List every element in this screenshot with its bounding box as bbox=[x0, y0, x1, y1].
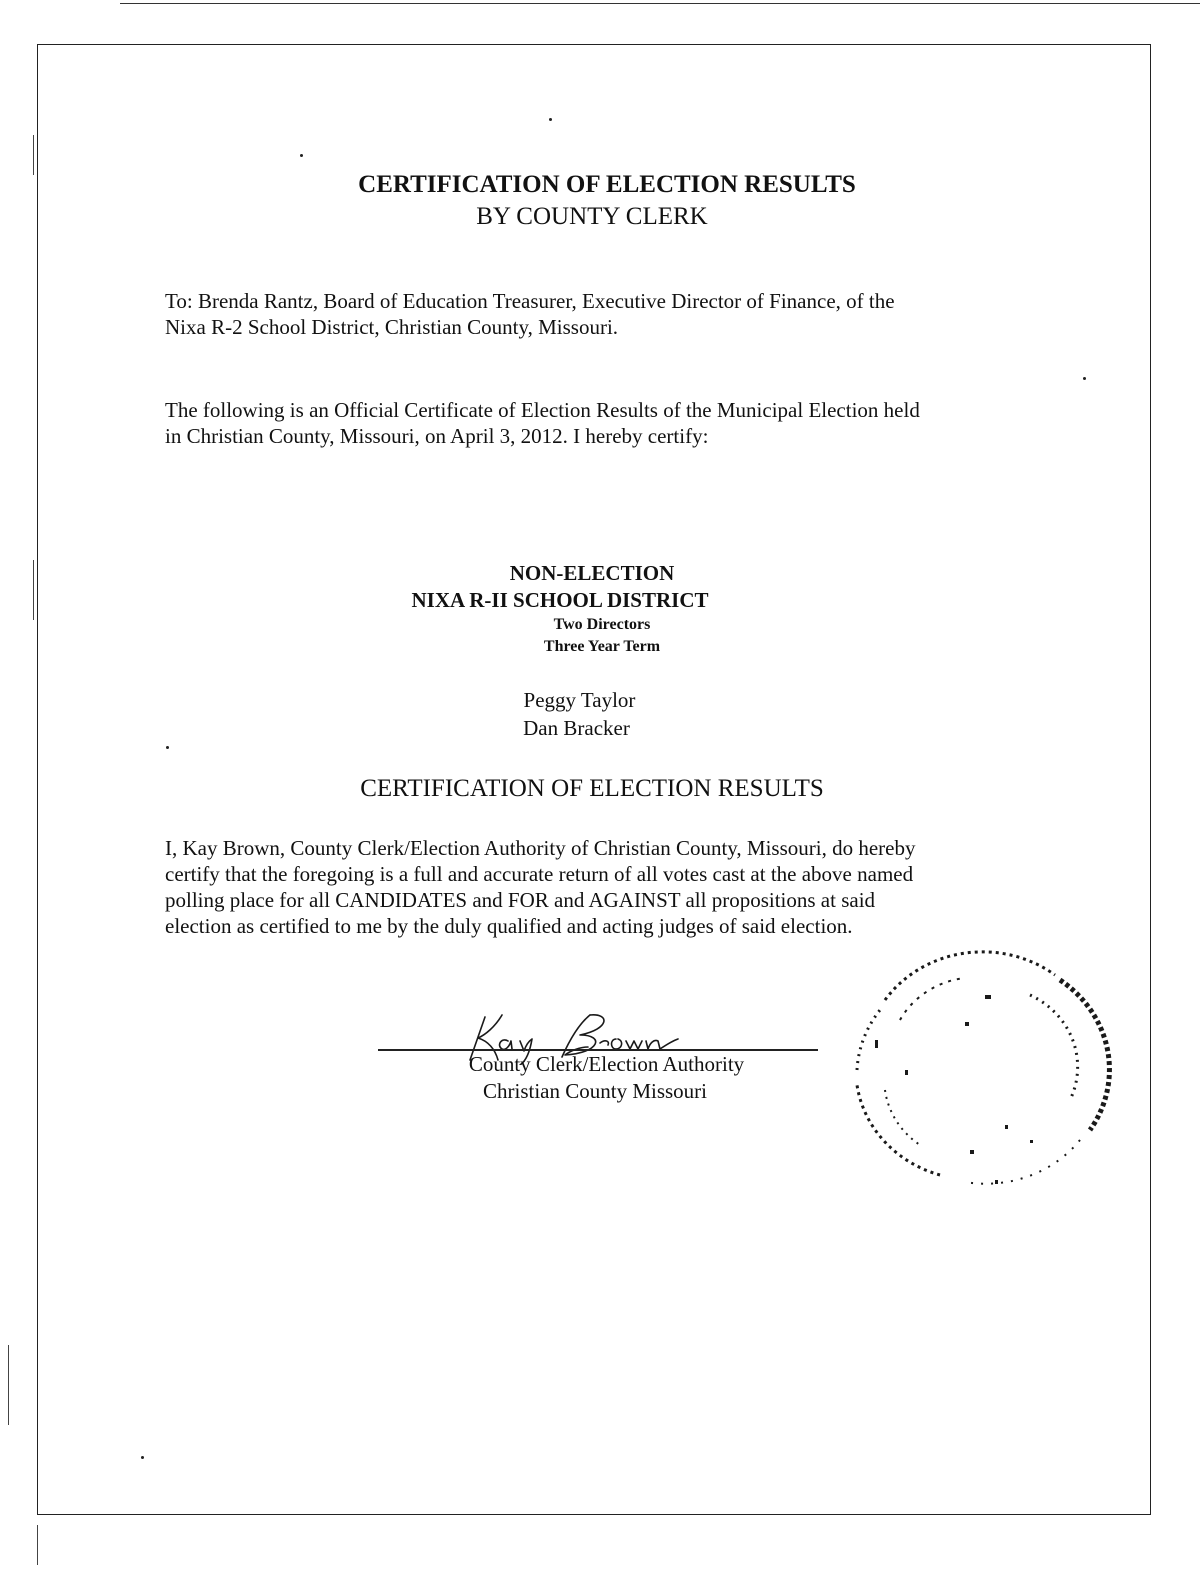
signature-title: County Clerk/Election Authority bbox=[468, 1052, 745, 1076]
candidate-name: Dan Bracker bbox=[523, 716, 630, 740]
scan-edge-mark bbox=[37, 1525, 38, 1565]
section-office-line: Two Directors bbox=[553, 616, 651, 633]
intro-line: The following is an Official Certificate of Election Results of the Municipal Election held bbox=[165, 398, 920, 422]
certification-heading: CERTIFICATION OF ELECTION RESULTS bbox=[360, 775, 824, 802]
candidate-name: Peggy Taylor bbox=[523, 688, 636, 712]
scan-edge-mark bbox=[8, 1345, 9, 1425]
document-title: CERTIFICATION OF ELECTION RESULTS bbox=[358, 171, 856, 198]
intro-paragraph bbox=[165, 397, 920, 449]
section-heading-non-election: NON-ELECTION bbox=[509, 561, 675, 585]
section-term-line: Three Year Term bbox=[543, 638, 661, 655]
signature-line bbox=[378, 1049, 818, 1051]
signature-location: Christian County Missouri bbox=[482, 1079, 708, 1103]
scan-speck bbox=[549, 118, 552, 121]
certification-line: I, Kay Brown, County Clerk/Election Authority of Christian County, Missouri, do hereby bbox=[165, 836, 916, 860]
addressee-line: Nixa R-2 School District, Christian County, Missouri. bbox=[165, 315, 619, 339]
county-seal-icon bbox=[845, 940, 1115, 1195]
document-subtitle: BY COUNTY CLERK bbox=[476, 203, 708, 230]
section-heading-district: NIXA R-II SCHOOL DISTRICT bbox=[411, 588, 709, 612]
certification-line: certify that the foregoing is a full and accurate return of all votes cast at the above named bbox=[165, 862, 914, 886]
scan-edge-mark bbox=[33, 135, 34, 175]
certification-line: polling place for all CANDIDATES and FOR and AGAINST all propositions at said bbox=[165, 888, 876, 912]
certification-line: election as certified to me by the duly qualified and acting judges of said election. bbox=[165, 914, 853, 938]
scan-top-rule bbox=[120, 3, 1200, 4]
scan-speck bbox=[141, 1456, 144, 1459]
scan-speck bbox=[1083, 377, 1086, 380]
intro-line: in Christian County, Missouri, on April 3, 2012. I hereby certify: bbox=[165, 424, 709, 448]
certification-paragraph bbox=[165, 835, 915, 939]
addressee-block bbox=[165, 288, 895, 340]
scan-speck bbox=[166, 746, 169, 749]
scan-speck bbox=[300, 154, 303, 157]
addressee-line: To: Brenda Rantz, Board of Education Treasurer, Executive Director of Finance, of the bbox=[165, 289, 895, 313]
